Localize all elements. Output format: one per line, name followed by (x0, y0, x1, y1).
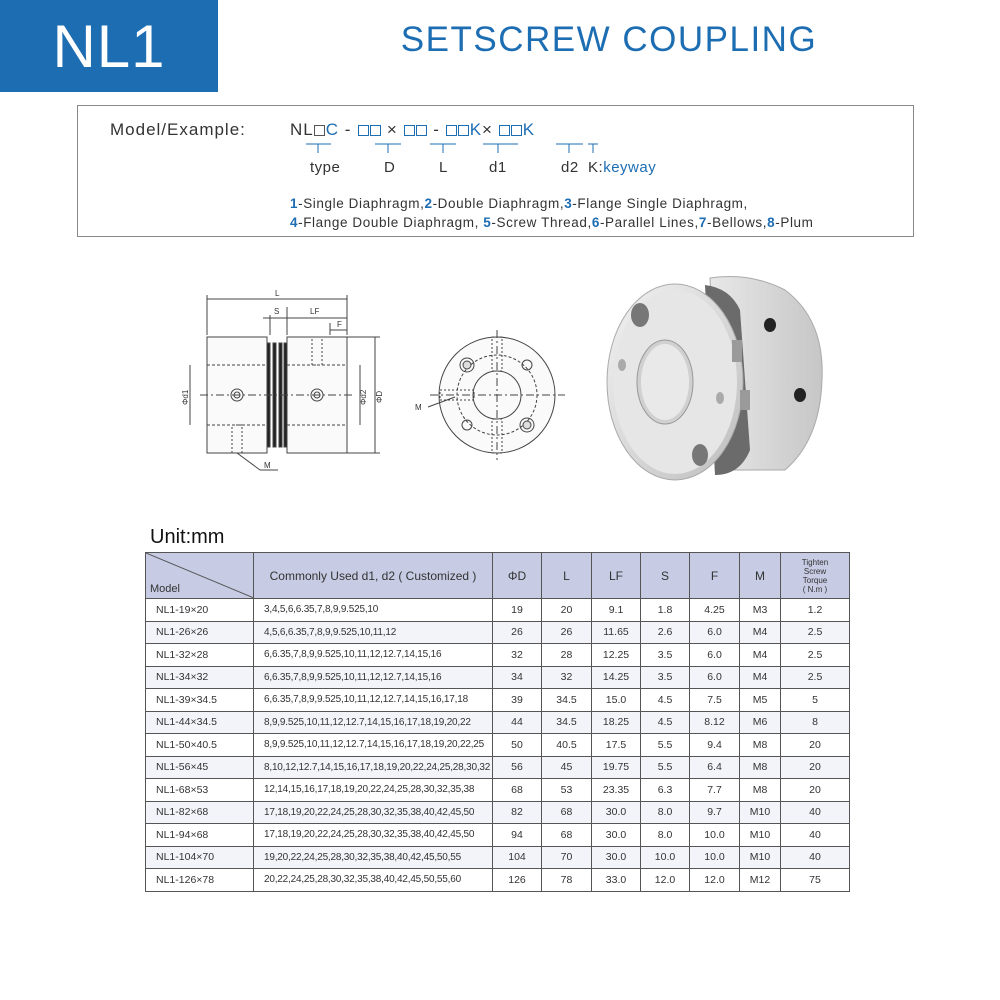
cell-lf: 15.0 (592, 689, 641, 712)
formula-dash: - (344, 120, 352, 139)
cell-torque: 2.5 (781, 666, 850, 689)
cell-lf: 18.25 (592, 711, 641, 734)
table-row (146, 801, 850, 824)
type-num: 8 (767, 215, 776, 230)
type-text: -Plum (775, 215, 814, 230)
cell-s: 1.8 (641, 599, 690, 622)
table-row (146, 824, 850, 847)
cell-torque: 2.5 (781, 644, 850, 667)
spec-table (145, 552, 850, 892)
legend-k-prefix: K: (588, 159, 604, 176)
model-formula (290, 120, 535, 140)
cell-torque: 2.5 (781, 621, 850, 644)
cell-lf: 14.25 (592, 666, 641, 689)
model-example-box (77, 105, 914, 237)
cell-m: M8 (740, 779, 781, 802)
dim-m-front: M (415, 403, 422, 412)
formula-k1: K (469, 120, 483, 139)
type-list-line2 (290, 213, 814, 232)
cell-l: 20 (542, 599, 592, 622)
cell-l: 68 (542, 824, 592, 847)
cell-s: 5.5 (641, 734, 690, 757)
type-num: 5 (483, 215, 492, 230)
legend-l: L (439, 159, 448, 176)
table-row (146, 599, 850, 622)
cell-l: 68 (542, 801, 592, 824)
table-row (146, 734, 850, 757)
cell-m: M8 (740, 756, 781, 779)
cell-m: M8 (740, 734, 781, 757)
legend-keyway-text: keyway (603, 159, 657, 176)
cell-f: 10.0 (690, 846, 740, 869)
cell-m: M5 (740, 689, 781, 712)
cell-model: NL1-126×78 (146, 869, 254, 892)
cell-m: M12 (740, 869, 781, 892)
legend-d2: d2 (561, 159, 579, 176)
torque-line: Torque (802, 575, 828, 585)
cell-m: M4 (740, 644, 781, 667)
cell-d: 82 (493, 801, 542, 824)
front-view (428, 330, 565, 460)
legend-keyway (588, 159, 656, 176)
cell-f: 7.7 (690, 779, 740, 802)
cell-m: M4 (740, 666, 781, 689)
cell-d: 56 (493, 756, 542, 779)
table-row (146, 756, 850, 779)
dim-f: F (337, 320, 342, 329)
cell-model: NL1-26×26 (146, 621, 254, 644)
cell-f: 12.0 (690, 869, 740, 892)
cell-l: 26 (542, 621, 592, 644)
type-text: -Parallel Lines, (599, 215, 699, 230)
cell-f: 6.0 (690, 666, 740, 689)
formula-k2: K (522, 120, 536, 139)
cell-diameters: 17,18,19,20,22,24,25,28,30,32,35,38,40,42,45,50 (254, 801, 493, 824)
cell-f: 6.0 (690, 644, 740, 667)
table-row (146, 846, 850, 869)
cell-model: NL1-44×34.5 (146, 711, 254, 734)
cell-model: NL1-56×45 (146, 756, 254, 779)
model-example-label: Model/Example: (110, 120, 246, 139)
cell-d: 39 (493, 689, 542, 712)
type-num: 2 (424, 196, 433, 211)
cell-d: 126 (493, 869, 542, 892)
type-list-line1 (290, 194, 814, 213)
cell-d: 26 (493, 621, 542, 644)
cell-torque: 75 (781, 869, 850, 892)
cell-lf: 11.65 (592, 621, 641, 644)
cell-s: 6.3 (641, 779, 690, 802)
cell-lf: 30.0 (592, 824, 641, 847)
placeholder-box-icon (511, 125, 522, 136)
cell-l: 78 (542, 869, 592, 892)
placeholder-box-icon (416, 125, 427, 136)
cell-s: 3.5 (641, 644, 690, 667)
table-header-row (146, 553, 850, 599)
dim-l: L (275, 289, 280, 298)
cell-l: 28 (542, 644, 592, 667)
type-num: 7 (698, 215, 707, 230)
table-row (146, 666, 850, 689)
cell-torque: 40 (781, 801, 850, 824)
cell-f: 4.25 (690, 599, 740, 622)
table-row (146, 869, 850, 892)
type-text: -Bellows, (706, 215, 768, 230)
formula-times: × (482, 120, 493, 139)
formula-prefix: NL (290, 120, 314, 139)
technical-drawing (160, 285, 580, 485)
cell-diameters: 6,6.35,7,8,9,9.525,10,11,12,12.7,14,15,16 (254, 666, 493, 689)
cell-m: M6 (740, 711, 781, 734)
header-diameter: Commonly Used d1, d2 ( Customized ) (254, 553, 493, 599)
header-model (146, 553, 254, 599)
cell-l: 45 (542, 756, 592, 779)
cell-d: 19 (493, 599, 542, 622)
legend-type: type (310, 159, 341, 176)
cell-f: 6.0 (690, 621, 740, 644)
cell-model: NL1-94×68 (146, 824, 254, 847)
cell-diameters: 8,10,12,12.7,14,15,16,17,18,19,20,22,24,25,28,30,32 (254, 756, 493, 779)
dim-lf: LF (310, 307, 320, 316)
cell-diameters: 4,5,6,6.35,7,8,9,9.525,10,11,12 (254, 621, 493, 644)
dim-s: S (274, 307, 280, 316)
placeholder-box-icon (458, 125, 469, 136)
cell-model: NL1-39×34.5 (146, 689, 254, 712)
cell-lf: 30.0 (592, 846, 641, 869)
cell-lf: 17.5 (592, 734, 641, 757)
placeholder-box-icon (446, 125, 457, 136)
cell-s: 8.0 (641, 824, 690, 847)
table-row (146, 779, 850, 802)
cell-l: 32 (542, 666, 592, 689)
torque-line: Screw (803, 566, 827, 576)
cell-torque: 20 (781, 756, 850, 779)
cell-torque: 8 (781, 711, 850, 734)
cell-d: 32 (493, 644, 542, 667)
dim-d1: Φd1 (181, 389, 190, 405)
cell-lf: 33.0 (592, 869, 641, 892)
torque-line: ( N.m ) (802, 584, 828, 594)
type-num: 6 (591, 215, 600, 230)
torque-line: Tighten (801, 557, 829, 567)
cell-torque: 40 (781, 824, 850, 847)
cell-m: M3 (740, 599, 781, 622)
product-badge: NL1 (0, 0, 218, 92)
header-lf: LF (592, 553, 641, 599)
cell-diameters: 20,22,24,25,28,30,32,35,38,40,42,45,50,55,60 (254, 869, 493, 892)
placeholder-box-icon (404, 125, 415, 136)
unit-label: Unit:mm (150, 526, 225, 548)
cell-s: 5.5 (641, 756, 690, 779)
cell-diameters: 19,20,22,24,25,28,30,32,35,38,40,42,45,50,55 (254, 846, 493, 869)
header-f: F (690, 553, 740, 599)
cell-diameters: 8,9,9.525,10,11,12,12.7,14,15,16,17,18,19,20,22 (254, 711, 493, 734)
type-text: -Single Diaphragm, (298, 196, 425, 211)
cell-lf: 30.0 (592, 801, 641, 824)
cell-torque: 1.2 (781, 599, 850, 622)
placeholder-box-icon (314, 125, 325, 136)
cell-m: M10 (740, 824, 781, 847)
cell-d: 68 (493, 779, 542, 802)
table-row (146, 689, 850, 712)
cell-torque: 40 (781, 846, 850, 869)
type-text: -Screw Thread, (491, 215, 592, 230)
cell-lf: 23.35 (592, 779, 641, 802)
cell-d: 44 (493, 711, 542, 734)
placeholder-box-icon (499, 125, 510, 136)
cell-s: 10.0 (641, 846, 690, 869)
cell-l: 40.5 (542, 734, 592, 757)
spec-table-body (146, 599, 850, 892)
cell-d: 94 (493, 824, 542, 847)
type-num: 3 (564, 196, 573, 211)
header-model-label: Model (150, 583, 180, 595)
header-torque (781, 553, 850, 599)
dim-m: M (264, 461, 271, 470)
cell-s: 4.5 (641, 711, 690, 734)
cell-lf: 12.25 (592, 644, 641, 667)
cell-lf: 9.1 (592, 599, 641, 622)
type-text: -Flange Double Diaphragm, (298, 215, 484, 230)
cell-d: 34 (493, 666, 542, 689)
cell-s: 4.5 (641, 689, 690, 712)
cell-model: NL1-19×20 (146, 599, 254, 622)
cell-f: 8.12 (690, 711, 740, 734)
cell-torque: 20 (781, 779, 850, 802)
cell-d: 104 (493, 846, 542, 869)
table-row (146, 621, 850, 644)
cell-l: 34.5 (542, 711, 592, 734)
table-row (146, 711, 850, 734)
cell-s: 12.0 (641, 869, 690, 892)
coupling-product-image (600, 270, 830, 495)
cell-model: NL1-32×28 (146, 644, 254, 667)
header-l: L (542, 553, 592, 599)
header-m: M (740, 553, 781, 599)
type-num: 4 (290, 215, 299, 230)
type-list (290, 194, 814, 232)
cell-diameters: 12,14,15,16,17,18,19,20,22,24,25,28,30,32,35,38 (254, 779, 493, 802)
cell-s: 3.5 (641, 666, 690, 689)
header-s: S (641, 553, 690, 599)
cell-f: 7.5 (690, 689, 740, 712)
cell-torque: 20 (781, 734, 850, 757)
cell-d: 50 (493, 734, 542, 757)
legend-d1: d1 (489, 159, 507, 176)
placeholder-box-icon (370, 125, 381, 136)
cell-model: NL1-50×40.5 (146, 734, 254, 757)
cell-torque: 5 (781, 689, 850, 712)
cell-diameters: 3,4,5,6,6.35,7,8,9,9.525,10 (254, 599, 493, 622)
formula-dash: - (433, 120, 440, 139)
dim-d2: Φd2 (359, 389, 368, 405)
cell-model: NL1-104×70 (146, 846, 254, 869)
cell-diameters: 6,6.35,7,8,9,9.525,10,11,12,12.7,14,15,16,17,18 (254, 689, 493, 712)
cell-f: 6.4 (690, 756, 740, 779)
cell-l: 34.5 (542, 689, 592, 712)
cell-model: NL1-34×32 (146, 666, 254, 689)
cell-m: M10 (740, 846, 781, 869)
cell-model: NL1-82×68 (146, 801, 254, 824)
type-num: 1 (290, 196, 299, 211)
page-title: SETSCREW COUPLING (400, 20, 818, 59)
cell-model: NL1-68×53 (146, 779, 254, 802)
cell-f: 9.7 (690, 801, 740, 824)
type-text: -Double Diaphragm, (432, 196, 565, 211)
cell-f: 9.4 (690, 734, 740, 757)
cell-m: M4 (740, 621, 781, 644)
cell-s: 8.0 (641, 801, 690, 824)
placeholder-box-icon (358, 125, 369, 136)
cell-s: 2.6 (641, 621, 690, 644)
cell-l: 53 (542, 779, 592, 802)
cell-m: M10 (740, 801, 781, 824)
formula-type-letter: C (325, 120, 340, 139)
dim-d: ΦD (375, 390, 384, 403)
cell-diameters: 6,6.35,7,8,9,9.525,10,11,12,12.7,14,15,16 (254, 644, 493, 667)
header-d: ΦD (493, 553, 542, 599)
cell-l: 70 (542, 846, 592, 869)
cell-lf: 19.75 (592, 756, 641, 779)
legend-d: D (384, 159, 396, 176)
cell-diameters: 17,18,19,20,22,24,25,28,30,32,35,38,40,42,45,50 (254, 824, 493, 847)
table-row (146, 644, 850, 667)
formula-times: × (386, 120, 398, 139)
type-text: -Flange Single Diaphragm, (572, 196, 748, 211)
cell-diameters: 8,9,9.525,10,11,12,12.7,14,15,16,17,18,19,20,22,25 (254, 734, 493, 757)
side-view (190, 295, 380, 470)
cell-f: 10.0 (690, 824, 740, 847)
